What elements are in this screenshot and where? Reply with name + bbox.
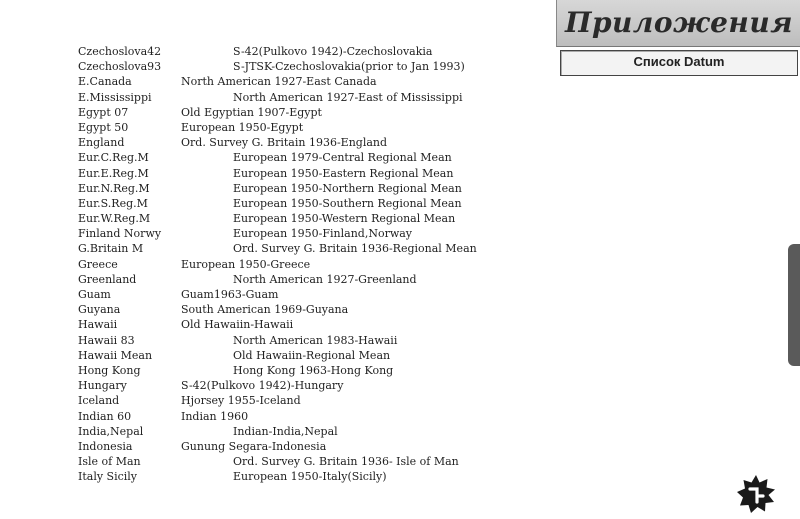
datum-description: Old Egyptian 1907-Egypt bbox=[181, 105, 322, 119]
starburst-badge-icon bbox=[736, 474, 776, 514]
datum-description: Ord. Survey G. Britain 1936-England bbox=[181, 136, 388, 150]
datum-name: Guyana bbox=[78, 303, 121, 317]
datum-description: Indian-India,Nepal bbox=[233, 424, 338, 438]
datum-name: Eur.S.Reg.M bbox=[78, 196, 148, 210]
datum-name: Czechoslova42 bbox=[78, 45, 162, 58]
section-subtitle: Список Datum bbox=[633, 54, 725, 69]
datum-description: European 1950-Northern Regional Mean bbox=[233, 181, 462, 195]
datum-name: G.Britain M bbox=[78, 242, 144, 256]
datum-description: European 1950-Eastern Regional Mean bbox=[233, 166, 454, 180]
datum-name: Hawaii bbox=[78, 318, 118, 332]
datum-description: North American 1927-Greenland bbox=[233, 272, 417, 286]
datum-name: Italy Sicily bbox=[78, 470, 138, 484]
datum-name: Greenland bbox=[78, 272, 137, 286]
datum-description: European 1950-Southern Regional Mean bbox=[233, 196, 462, 210]
datum-description: Ord. Survey G. Britain 1936-Regional Mean bbox=[233, 242, 477, 256]
datum-name: Eur.N.Reg.M bbox=[78, 181, 150, 195]
datum-name: Hong Kong bbox=[78, 363, 141, 377]
datum-description: Guam1963-Guam bbox=[181, 288, 279, 301]
datum-name: Hawaii Mean bbox=[78, 348, 153, 362]
datum-name: Indonesia bbox=[78, 439, 133, 453]
datum-description: North American 1983-Hawaii bbox=[233, 333, 398, 347]
datum-name: Greece bbox=[78, 257, 118, 271]
datum-name: Indian 60 bbox=[78, 409, 132, 423]
datum-name: Eur.C.Reg.M bbox=[78, 151, 149, 165]
datum-name: Eur.E.Reg.M bbox=[78, 166, 149, 180]
datum-name: Hawaii 83 bbox=[78, 333, 135, 347]
subtitle-box bbox=[560, 50, 798, 76]
datum-description: Ord. Survey G. Britain 1936- Isle of Man bbox=[233, 455, 459, 469]
datum-description: European 1950-Italy(Sicily) bbox=[233, 470, 387, 484]
page-title: Приложения bbox=[565, 6, 793, 39]
datum-description: Gunung Segara-Indonesia bbox=[181, 439, 327, 453]
datum-description: Indian 1960 bbox=[181, 409, 249, 423]
datum-description: North American 1927-East of Mississippi bbox=[233, 90, 463, 104]
datum-name: Finland Norwy bbox=[78, 227, 162, 241]
datum-name: Czechoslova93 bbox=[78, 60, 162, 74]
datum-name: Isle of Man bbox=[78, 455, 141, 469]
datum-name: Iceland bbox=[78, 394, 120, 408]
datum-description: European 1950-Western Regional Mean bbox=[233, 212, 456, 226]
datum-description: South American 1969-Guyana bbox=[181, 303, 349, 317]
datum-name: Eur.W.Reg.M bbox=[78, 212, 151, 226]
datum-name: E.Mississippi bbox=[78, 90, 152, 104]
datum-name: E.Canada bbox=[78, 75, 132, 89]
datum-description: European 1950-Egypt bbox=[181, 120, 304, 134]
datum-name: Guam bbox=[78, 288, 111, 301]
datum-description: North American 1927-East Canada bbox=[181, 75, 377, 89]
datum-description: European 1979-Central Regional Mean bbox=[233, 151, 452, 165]
datum-description: Old Hawaiin-Hawaii bbox=[181, 318, 294, 332]
datum-description: Hjorsey 1955-Iceland bbox=[181, 394, 301, 408]
datum-description: S-JTSK-Czechoslovakia(prior to Jan 1993) bbox=[233, 60, 465, 74]
datum-description: European 1950-Finland,Norway bbox=[233, 227, 413, 241]
datum-description: European 1950-Greece bbox=[181, 257, 311, 271]
datum-name: India,Nepal bbox=[78, 424, 144, 438]
datum-description: Hong Kong 1963-Hong Kong bbox=[233, 363, 394, 377]
datum-name: Hungary bbox=[78, 379, 127, 393]
datum-name: Egypt 07 bbox=[78, 105, 129, 119]
side-tab-marker bbox=[788, 244, 800, 366]
datum-name: Egypt 50 bbox=[78, 120, 129, 134]
datum-description: Old Hawaiin-Regional Mean bbox=[233, 348, 391, 362]
datum-name: England bbox=[78, 136, 125, 150]
header-tab bbox=[556, 0, 800, 47]
datum-description: S-42(Pulkovo 1942)-Hungary bbox=[181, 379, 344, 393]
datum-description: S-42(Pulkovo 1942)-Czechoslovakia bbox=[233, 45, 433, 58]
